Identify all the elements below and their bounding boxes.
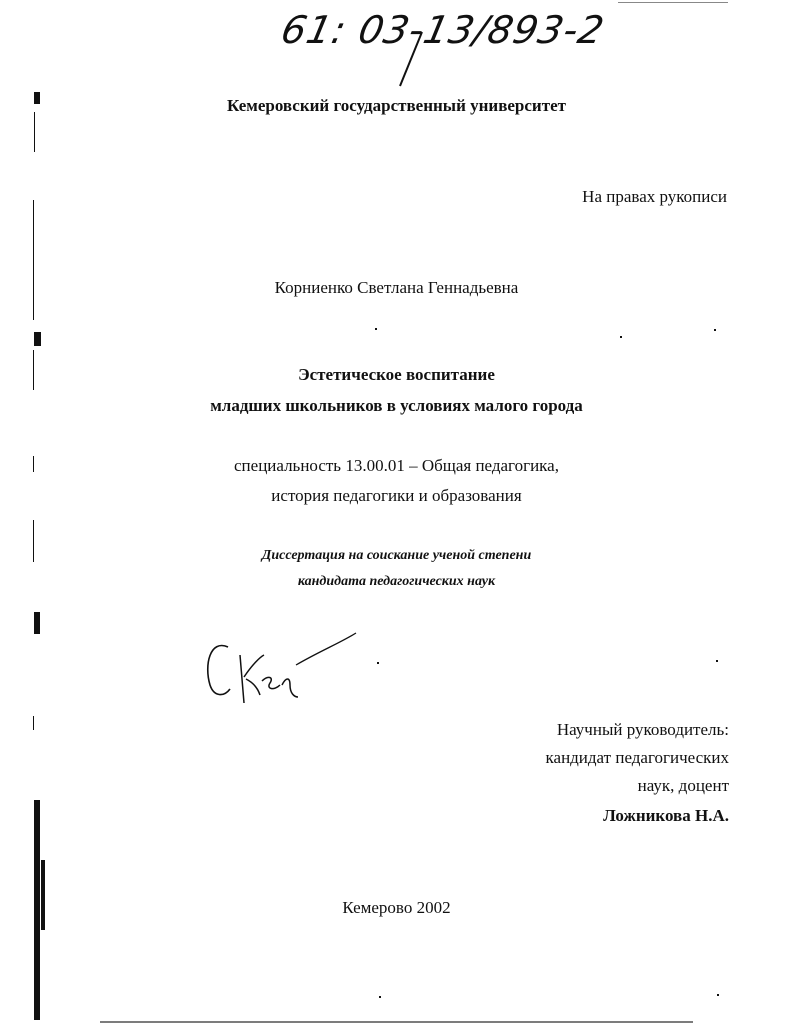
city-year: Кемерово 2002 bbox=[342, 898, 451, 917]
scan-artifact bbox=[34, 800, 40, 1020]
scan-artifact bbox=[618, 2, 728, 3]
scan-artifact bbox=[714, 329, 716, 331]
scan-artifact bbox=[34, 612, 40, 634]
scan-artifact bbox=[34, 332, 41, 346]
scan-artifact bbox=[375, 328, 377, 330]
scan-artifact bbox=[33, 456, 34, 472]
archive-code-stroke bbox=[392, 30, 432, 90]
university-name: Кемеровский государственный университет bbox=[227, 96, 566, 115]
scan-artifact bbox=[34, 112, 35, 152]
scan-artifact bbox=[33, 350, 34, 390]
degree-line-2: кандидата педагогических наук bbox=[297, 574, 496, 589]
scan-artifact bbox=[100, 1021, 693, 1023]
scan-artifact bbox=[33, 520, 34, 562]
scan-artifact bbox=[620, 336, 622, 338]
scan-artifact bbox=[41, 860, 45, 930]
supervisor-label: Научный руководитель: bbox=[556, 720, 729, 739]
supervisor-rank-line-1: кандидат педагогических bbox=[545, 748, 729, 767]
scan-artifact bbox=[33, 200, 34, 320]
scan-artifact bbox=[33, 716, 34, 730]
supervisor-name: Ложникова Н.А. bbox=[603, 806, 729, 825]
rights-note: На правах рукописи bbox=[582, 187, 727, 206]
handwritten-signature bbox=[200, 625, 370, 715]
supervisor-rank-line-2: наук, доцент bbox=[637, 776, 729, 795]
specialty-line-1: специальность 13.00.01 – Общая педагогика, bbox=[234, 456, 559, 475]
scan-artifact bbox=[717, 994, 719, 996]
dissertation-title-line-2: младших школьников в условиях малого города bbox=[210, 396, 583, 415]
specialty-line-2: история педагогики и образования bbox=[271, 486, 522, 505]
scan-artifact bbox=[716, 660, 718, 662]
archive-code: 61: 03-13/893-2 bbox=[277, 8, 609, 52]
dissertation-title-line-1: Эстетическое воспитание bbox=[298, 365, 495, 384]
author-name: Корниенко Светлана Геннадьевна bbox=[274, 278, 519, 297]
scan-artifact bbox=[34, 92, 40, 104]
scan-artifact bbox=[379, 996, 381, 998]
scan-artifact bbox=[377, 662, 379, 664]
degree-line-1: Диссертация на соискание ученой степени bbox=[261, 548, 532, 563]
